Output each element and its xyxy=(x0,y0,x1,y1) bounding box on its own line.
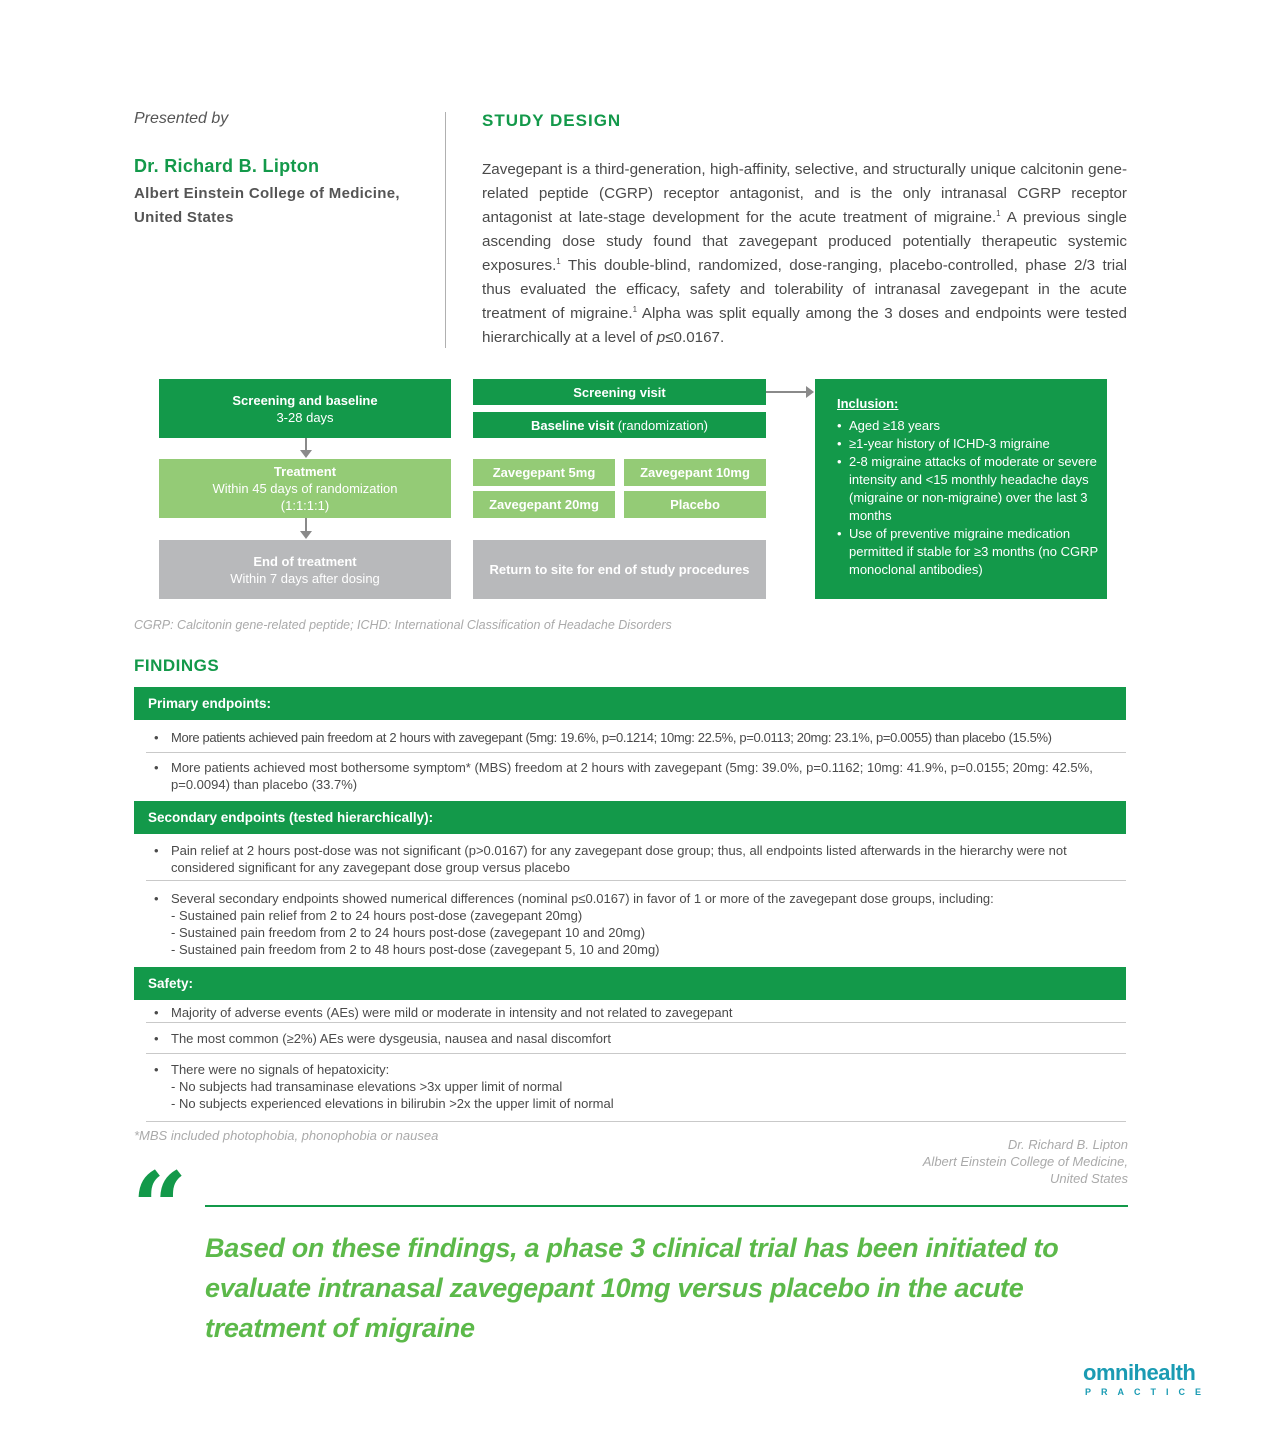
primary-endpoints-header: Primary endpoints: xyxy=(134,687,1126,720)
return-to-site-label: Return to site for end of study procedures xyxy=(489,562,750,577)
affiliation-line-1: Albert Einstein College of Medicine, xyxy=(134,185,400,202)
secondary-endpoint-1: • Pain relief at 2 hours post-dose was not significant (p>0.0167) for any zavegepant dose group; thus, all endpoints listed afterwards in the hierarchy were not considered significant for any zavegepant dose group versus placebo xyxy=(146,842,1126,876)
sd-text-2: A previous single ascending dose study found that zavegepant produced potentially therapeutic systemic exposures. xyxy=(482,209,1127,274)
arm-placebo xyxy=(624,491,766,518)
return-to-site-box xyxy=(473,540,766,599)
arrow-down-2 xyxy=(305,518,307,531)
screening-visit-box xyxy=(473,379,766,405)
findings-title: FINDINGS xyxy=(134,656,220,675)
baseline-visit-label: Baseline visit xyxy=(530,417,615,433)
study-design-title: STUDY DESIGN xyxy=(482,111,622,130)
mbs-footnote: *MBS included photophobia, phonophobia or nausea xyxy=(134,1128,439,1143)
screening-baseline-title: Screening and baseline xyxy=(232,392,378,408)
sd-ref-1: 1 xyxy=(996,208,1001,218)
treatment-window: Within 45 days of randomization xyxy=(212,481,398,496)
presenter-affiliation xyxy=(134,182,434,230)
quote-mark-icon: “ xyxy=(132,1151,180,1264)
arm-5mg-label: Zavegepant 5mg xyxy=(492,465,596,480)
baseline-visit-note: (randomization) xyxy=(614,417,709,433)
arrow-right xyxy=(766,391,806,393)
safety-sub-item: - No subjects experienced elevations in bilirubin >2x the upper limit of normal xyxy=(171,1096,614,1111)
row-divider xyxy=(146,752,1126,753)
arm-zavegepant-20mg xyxy=(473,491,615,518)
sd-ref-2: 1 xyxy=(556,256,561,266)
abbreviations-note: CGRP: Calcitonin gene-related peptide; ICHD: International Classification of Headache Disorders xyxy=(134,618,672,632)
sd-text-4: Alpha was split equally among the 3 doses and endpoints were tested hierarchically at a level of xyxy=(482,305,1127,346)
arm-zavegepant-5mg xyxy=(473,459,615,486)
presenter-name: Dr. Richard B. Lipton xyxy=(134,156,320,176)
header-divider xyxy=(445,112,446,348)
screening-baseline-days: 3-28 days xyxy=(276,409,334,425)
end-of-treatment-box xyxy=(159,540,451,599)
row-divider xyxy=(146,1053,1126,1054)
quote-rule xyxy=(205,1205,1128,1207)
sd-text-5: ≤0.0167. xyxy=(665,329,725,346)
row-divider xyxy=(146,1121,1126,1122)
arm-placebo-label: Placebo xyxy=(670,497,720,512)
safety-item-1: • Majority of adverse events (AEs) were mild or moderate in intensity and not related to zavegepant xyxy=(146,1004,1126,1021)
logo-wordmark: omnihealth xyxy=(1083,1360,1196,1385)
quote-attribution xyxy=(923,1136,1128,1187)
inclusion-box xyxy=(815,379,1107,599)
row-divider xyxy=(146,1022,1126,1023)
end-of-treatment-window: Within 7 days after dosing xyxy=(230,570,380,586)
secondary-endpoint-2 xyxy=(146,890,1126,958)
baseline-visit-box xyxy=(473,412,766,438)
affiliation-line-2: United States xyxy=(134,209,234,226)
treatment-box xyxy=(159,459,451,518)
inclusion-item: • ≥1-year history of ICHD-3 migraine xyxy=(837,435,1099,453)
inclusion-item: • Use of preventive migraine medication permitted if stable for ≥3 months (no CGRP monoclonal antibodies) xyxy=(837,525,1099,579)
screening-visit-label: Screening visit xyxy=(573,384,666,400)
inclusion-item: • 2-8 migraine attacks of moderate or severe intensity and <15 monthly headache days (migraine or non-migraine) over the last 3 months xyxy=(837,453,1099,525)
pull-quote: Based on these findings, a phase 3 clinical trial has been initiated to evaluate intranasal zavegepant 10mg versus placebo in the acute treatment of migraine xyxy=(205,1233,1059,1343)
secondary-endpoint-2-text: • Several secondary endpoints showed numerical differences (nominal p≤0.0167) in favor of 1 or more of the zavegepant dose groups, including: xyxy=(171,891,994,906)
inclusion-title: Inclusion: xyxy=(837,396,899,411)
row-divider xyxy=(146,880,1126,881)
presented-by-label: Presented by xyxy=(134,110,229,127)
logo-subtitle: PRACTICE xyxy=(1085,1387,1212,1397)
arm-20mg-label: Zavegepant 20mg xyxy=(489,497,599,512)
safety-sub-item: - No subjects had transaminase elevations >3x upper limit of normal xyxy=(171,1079,563,1094)
sd-p-italic: p xyxy=(656,329,666,346)
treatment-title: Treatment xyxy=(273,464,337,479)
study-design-body xyxy=(482,158,1127,350)
safety-item-2: • The most common (≥2%) AEs were dysgeusia, nausea and nasal discomfort xyxy=(146,1030,1126,1047)
arm-zavegepant-10mg xyxy=(624,459,766,486)
end-of-treatment-title: End of treatment xyxy=(253,553,357,569)
safety-header: Safety: xyxy=(134,967,1126,1000)
secondary-sub-item: - Sustained pain relief from 2 to 24 hours post-dose (zavegepant 20mg) xyxy=(171,908,583,923)
screening-baseline-box xyxy=(159,379,451,438)
arm-10mg-label: Zavegepant 10mg xyxy=(640,465,750,480)
secondary-sub-item: - Sustained pain freedom from 2 to 48 hours post-dose (zavegepant 5, 10 and 20mg) xyxy=(171,942,660,957)
primary-endpoint-2: • More patients achieved most bothersome symptom* (MBS) freedom at 2 hours with zavegepant (5mg: 39.0%, p=0.1162; 10mg: 41.9%, p=0.0155; 20mg: 42.5%, p=0.0094) than placebo (33.7%) xyxy=(146,759,1126,793)
primary-endpoint-1: • More patients achieved pain freedom at 2 hours with zavegepant (5mg: 19.6%, p=0.1214; 10mg: 22.5%, p=0.0113; 20mg: 23.1%, p=0.0055) than placebo (15.5%) xyxy=(146,729,1126,746)
secondary-sub-item: - Sustained pain freedom from 2 to 24 hours post-dose (zavegepant 10 and 20mg) xyxy=(171,925,646,940)
arrow-down-1 xyxy=(305,438,307,450)
attribution-name: Dr. Richard B. Lipton xyxy=(1007,1137,1128,1152)
sd-ref-3: 1 xyxy=(632,304,638,314)
sd-text-1: Zavegepant is a third-generation, high-affinity, selective, and structurally unique calcitonin gene-related peptide (CGRP) receptor antagonist, and is the only intranasal CGRP receptor antagonist at late-stage development for the acute treatment of migraine. xyxy=(482,161,1127,226)
sd-text-3: This double-blind, randomized, dose-ranging, placebo-controlled, phase 2/3 trial thus evaluated the efficacy, safety and tolerability of intranasal zavegepant in the acute treatment of migraine. xyxy=(482,257,1127,322)
secondary-endpoints-header: Secondary endpoints (tested hierarchically): xyxy=(134,801,1126,834)
omnihealth-logo xyxy=(1083,1361,1211,1397)
attribution-country: United States xyxy=(1049,1171,1128,1186)
safety-item-3 xyxy=(146,1061,1126,1112)
attribution-affiliation: Albert Einstein College of Medicine, xyxy=(922,1154,1128,1169)
treatment-ratio: (1:1:1:1) xyxy=(280,498,330,513)
inclusion-list xyxy=(837,417,1099,579)
safety-item-3-text: • There were no signals of hepatoxicity: xyxy=(171,1062,390,1077)
inclusion-item: • Aged ≥18 years xyxy=(837,417,1099,435)
